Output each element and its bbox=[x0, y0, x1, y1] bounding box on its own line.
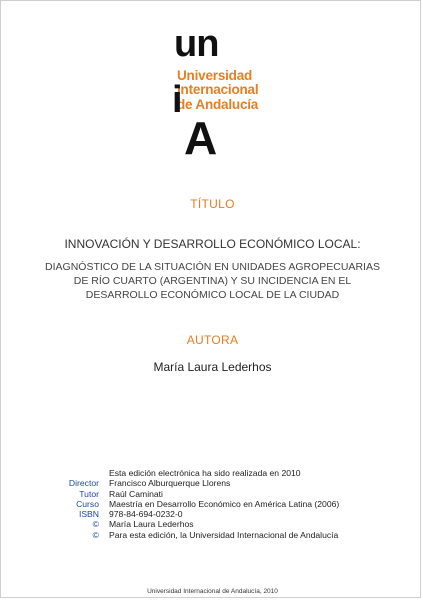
subtitle-line: DESARROLLO ECONÓMICO LOCAL DE LA CIUDAD bbox=[85, 289, 340, 301]
document-title: INNOVACIÓN Y DESARROLLO ECONÓMICO LOCAL: bbox=[64, 237, 361, 251]
info-key: Tutor bbox=[79, 488, 99, 499]
copyright-icon: © bbox=[92, 519, 99, 530]
autora-label: AUTORA bbox=[186, 333, 239, 347]
info-value: María Laura Lederhos bbox=[109, 519, 194, 530]
info-value: Para esta edición, la Universidad Internacional de Andalucía bbox=[109, 529, 339, 540]
logo-a-letter: A bbox=[184, 112, 218, 164]
info-row-isbn bbox=[45, 509, 339, 519]
logo-line-internacional: Internacional bbox=[177, 82, 259, 97]
edition-intro-row bbox=[45, 468, 339, 478]
info-row-curso bbox=[45, 499, 339, 509]
info-value: Francisco Alburquerque Llorens bbox=[109, 478, 231, 489]
info-row-copyright-edition bbox=[45, 530, 339, 540]
logo-un-letters: un bbox=[174, 23, 219, 65]
info-row-director bbox=[45, 478, 339, 488]
info-key: Director bbox=[68, 478, 99, 489]
edition-intro: Esta edición electrónica ha sido realizada en 2010 bbox=[109, 468, 301, 478]
titulo-label: TÍTULO bbox=[190, 197, 235, 211]
info-value: 978-84-694-0232-0 bbox=[109, 509, 183, 520]
copyright-icon: © bbox=[92, 529, 99, 540]
edition-info bbox=[45, 468, 339, 540]
logo-line-universidad: Universidad bbox=[177, 68, 253, 83]
document-subtitle bbox=[1, 260, 423, 302]
info-value: Raúl Caminati bbox=[109, 488, 163, 499]
info-row-tutor bbox=[45, 489, 339, 499]
logo-i-letter: i bbox=[172, 79, 183, 121]
subtitle-line: DE RÍO CUARTO (ARGENTINA) Y SU INCIDENCIA EN EL bbox=[73, 275, 352, 287]
info-key: Curso bbox=[76, 498, 99, 509]
info-row-copyright-author bbox=[45, 519, 339, 529]
author-name: María Laura Lederhos bbox=[153, 360, 272, 374]
info-value: Maestría en Desarrollo Económico en América Latina (2006) bbox=[109, 498, 340, 509]
subtitle-line: DIAGNÓSTICO DE LA SITUACIÓN EN UNIDADES AGROPECUARIAS bbox=[45, 261, 380, 273]
logo-line-de-andalucia: de Andalucía bbox=[177, 97, 259, 112]
info-key: ISBN bbox=[78, 509, 99, 520]
page-footer: Universidad Internacional de Andalucía, 2010 bbox=[147, 588, 278, 595]
university-logo bbox=[172, 23, 282, 164]
